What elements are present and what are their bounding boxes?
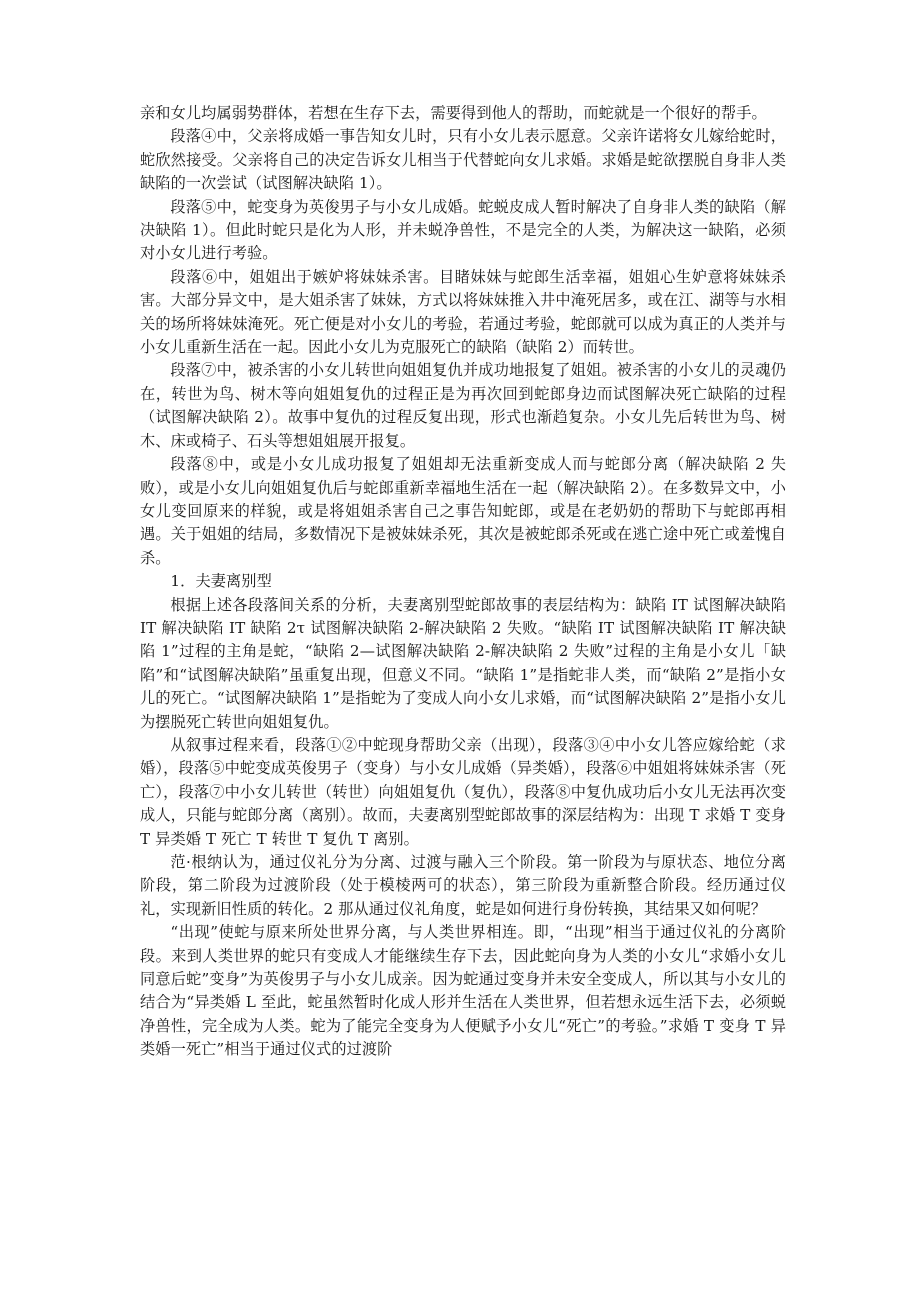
paragraph-separation-phase: “出现”使蛇与原来所处世界分离，与人类世界相连。即，“出现”相当于通过仪礼的分离阶段。来到人类世界的蛇只有变成人才能继续生存下去，因此蛇向身为人类的小女儿“求婚小女儿同意后蛇”变身”为英俊男子与小女儿成亲。因为蛇通过变身并未安全变成人，所以其与小女儿的结合为“异类婚 L 至此，蛇虽然暂时化成人形并生活在人类世界，但若想永远生活下去，必须蜕净兽性，完全成为人类。蛇为了能完全变身为人便赋予小女儿“死亡”的考验。”求婚 T 变身 T 异类婚一死亡”相当于通过仪式的过渡阶: [140, 923, 786, 1059]
paragraph-section-5: 段落⑤中，蛇变身为英俊男子与小女儿成婚。蛇蜕皮成人暂时解决了自身非人类的缺陷（解决缺陷 1）。但此时蛇只是化为人形，并未蜕净兽性，不是完全的人类，为解决这一缺陷，必须对小女儿进行考验。: [140, 197, 786, 263]
paragraph-section-6: 段落⑥中，姐姐出于嫉妒将妹妹杀害。目睹妹妹与蛇郎生活幸福，姐姐心生妒意将妹妹杀害。大部分异文中，是大姐杀害了妹妹，方式以将妹妹推入井中淹死居多，或在江、湖等与水相关的场所将妹妹淹死。死亡便是对小女儿的考验，若通过考验，蛇郎就可以成为真正的人类并与小女儿重新生活在一起。因此小女儿为克服死亡的缺陷（缺陷 2）而转世。: [140, 267, 786, 357]
document-page: [140, 102, 786, 1062]
paragraph-section-8: 段落⑧中，或是小女儿成功报复了姐姐却无法重新变成人而与蛇郎分离（解决缺陷 2 失败），或是小女儿向姐姐复仇后与蛇郎重新幸福地生活在一起（解决缺陷 2）。在多数异文中，小女儿变回原来的样貌，或是将姐姐杀害自己之事告知蛇郎，或是在老奶奶的帮助下与蛇郎再相遇。关于姐姐的结局，多数情况下是被妹妹杀死，其次是被蛇郎杀死或在逃亡途中死亡或羞愧自杀。: [140, 455, 786, 567]
section-heading: 1．夫妻离别型: [170, 572, 272, 591]
paragraph-section-4: 段落④中，父亲将成婚一事告知女儿时，只有小女儿表示愿意。父亲许诺将女儿嫁给蛇时，蛇欣然接受。父亲将自己的决定告诉女儿相当于代替蛇向女儿求婚。求婚是蛇欲摆脱自身非人类缺陷的一次尝试（试图解决缺陷 1）。: [140, 127, 786, 193]
paragraph-section-7: 段落⑦中，被杀害的小女儿转世向姐姐复仇并成功地报复了姐姐。被杀害的小女儿的灵魂仍在，转世为鸟、树木等向姐姐复仇的过程正是为再次回到蛇郎身边而试图解决死亡缺陷的过程（试图解决缺陷 2）。故事中复仇的过程反复出现，形式也渐趋复杂。小女儿先后转世为鸟、树木、床或椅子、石头等想姐姐展开报复。: [140, 361, 786, 450]
paragraph-rite-of-passage: 范·根纳认为，通过仪礼分为分离、过渡与融入三个阶段。第一阶段为与原状态、地位分离阶段，第二阶段为过渡阶段（处于模棱两可的状态），第三阶段为重新整合阶段。经历通过仪礼，实现新旧性质的转化。2 那从通过仪礼角度，蛇是如何进行身份转换，其结果又如何呢？: [140, 853, 786, 918]
paragraph-surface-structure: 根据上述各段落间关系的分析，夫妻离别型蛇郎故事的表层结构为：缺陷 IT 试图解决缺陷 IT 解决缺陷 IT 缺陷 2τ 试图解决缺陷 2-解决缺陷 2 失败。“缺陷 IT 试图解决缺陷 IT 解决缺陷 1”过程的主角是蛇，“缺陷 2—试图解决缺陷 2-解决缺陷 2 失败”过程的主角是小女儿「缺陷”和“试图解决缺陷”虽重复出现，但意义不同。“缺陷 1”是指蛇非人类，而“缺陷 2”是指小女儿的死亡。“试图解决缺陷 1”是指蛇为了变成人向小女儿求婚，而“试图解决缺陷 2”是指小女儿为摆脱死亡转世向姐姐复仇。: [140, 595, 786, 731]
paragraph-deep-structure: 从叙事过程来看，段落①②中蛇现身帮助父亲（出现），段落③④中小女儿答应嫁给蛇（求婚），段落⑤中蛇变成英俊男子（变身）与小女儿成婚（异类婚），段落⑥中姐姐将妹妹杀害（死亡），段落⑦中小女儿转世（转世）向姐姐复仇（复仇），段落⑧中复仇成功后小女儿无法再次变成人，只能与蛇郎分离（离别）。故而，夫妻离别型蛇郎故事的深层结构为：出现 T 求婚 T 变身 T 异类婚 T 死亡 T 转世 T 复仇 T 离别。: [140, 735, 786, 848]
paragraph-continued: 亲和女儿均属弱势群体，若想在生存下去，需要得到他人的帮助，而蛇就是一个很好的帮手。: [140, 104, 767, 122]
